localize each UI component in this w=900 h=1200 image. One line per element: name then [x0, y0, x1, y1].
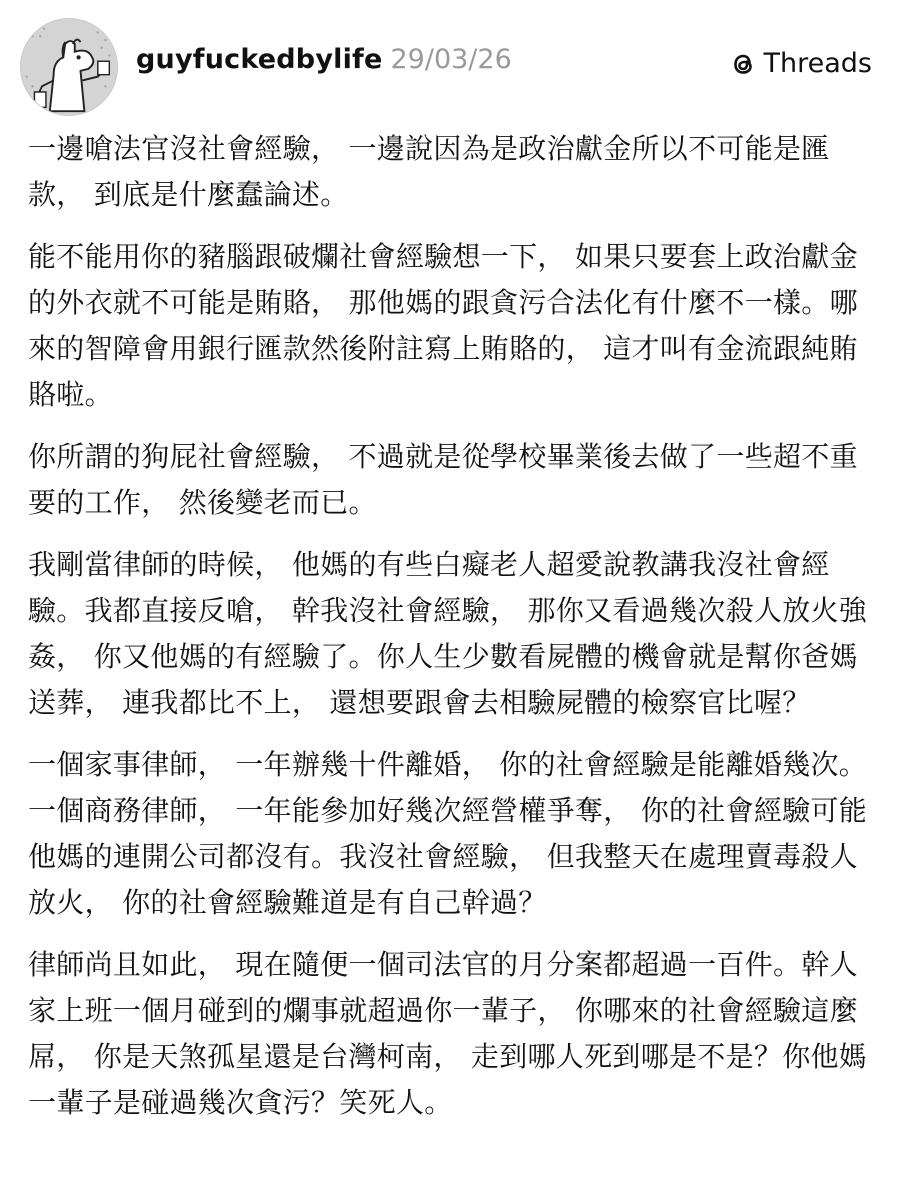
threads-brand-name: Threads	[763, 48, 872, 79]
post-body	[28, 126, 878, 1142]
post-paragraph: 你所謂的狗屁社會經驗， 不過就是從學校畢業後去做了一些超不重要的工作， 然後變老而已。	[28, 440, 858, 519]
avatar[interactable]	[20, 18, 118, 116]
username[interactable]: guyfuckedbylife	[136, 44, 383, 75]
threads-logo-icon	[728, 49, 758, 79]
post-paragraph: 一邊嗆法官沒社會經驗， 一邊說因為是政治獻金所以不可能是匯款， 到底是什麼蠢論述。	[28, 132, 830, 211]
cartoon-moomin-avatar-icon	[21, 19, 117, 115]
post-date: 29/03/26	[390, 44, 512, 75]
post-paragraph: 一個家事律師， 一年辦幾十件離婚， 你的社會經驗是能離婚幾次。一個商務律師， 一年能參加好幾次經營權爭奪， 你的社會經驗可能他媽的連開公司都沒有。我沒社會經驗， 但我整天在處理賣毒殺人放火， 你的社會經驗難道是有自己幹過？	[28, 748, 868, 919]
post-paragraph: 我剛當律師的時候， 他媽的有些白癡老人超愛說教講我沒社會經驗。我都直接反嗆， 幹我沒社會經驗， 那你又看過幾次殺人放火強姦， 你又他媽的有經驗了。你人生少數看屍體的機會就是幫你爸媽送葬， 連我都比不上， 還想要跟會去相驗屍體的檢察官比喔？	[28, 548, 868, 719]
post-paragraph: 能不能用你的豬腦跟破爛社會經驗想一下， 如果只要套上政治獻金的外衣就不可能是賄賂， 那他媽的跟貪污合法化有什麼不一樣。哪來的智障會用銀行匯款然後附註寫上賄賂的， 這才叫有金流跟純賄賂啦。	[28, 240, 858, 411]
post-paragraph: 律師尚且如此， 現在隨便一個司法官的月分案都超過一百件。幹人家上班一個月碰到的爛事就超過你一輩子， 你哪來的社會經驗這麼屌， 你是天煞孤星還是台灣柯南， 走到哪人死到哪是不是？你他媽一輩子是碰過幾次貪污？笑死人。	[28, 948, 868, 1119]
user-line	[136, 44, 512, 75]
threads-brand	[728, 48, 872, 79]
post-header	[20, 18, 880, 118]
